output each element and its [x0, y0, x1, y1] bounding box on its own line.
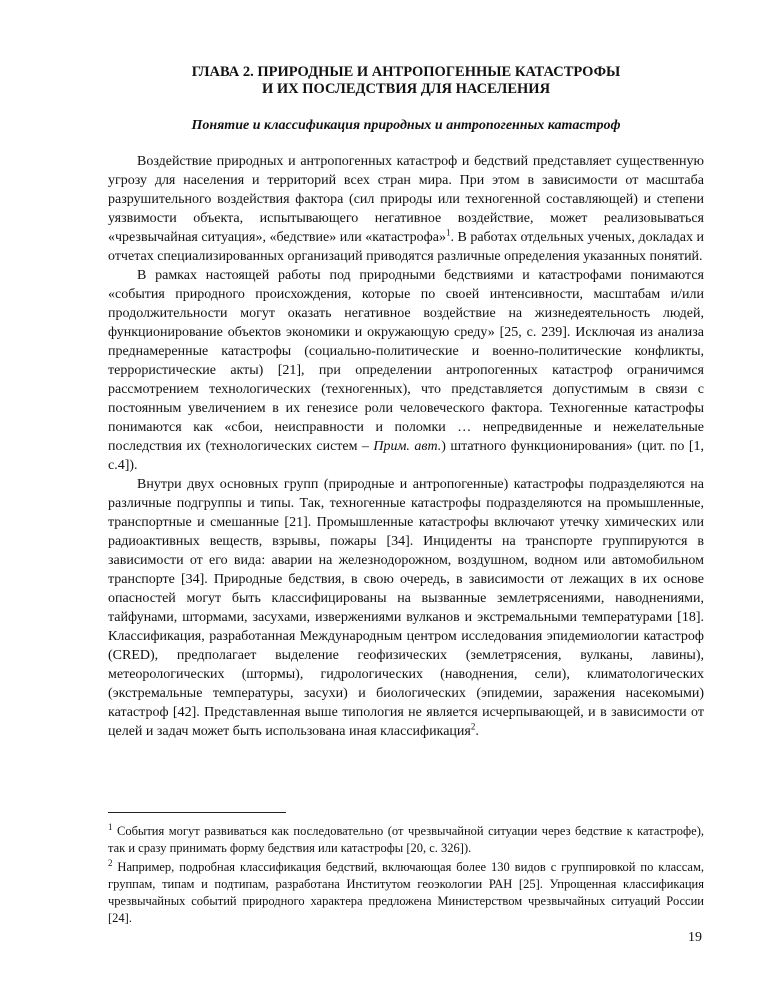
footnote-1-mark: 1	[108, 821, 113, 832]
paragraph-1-text-a: Воздействие природных и антропогенных катастроф и бедствий представляет существенную угрозу для населения и территорий всех стран мира. При этом в зависимости от масштаба разрушительного воздействия фактора (сил природы или техногенной составляющей) и степени уязвимости объекта, испытывающего негативное воздействие, может реализовываться «чрезвычайная ситуация», «бедствие» или «катастрофа»	[108, 154, 704, 245]
footnote-separator	[108, 812, 286, 813]
page-number: 19	[688, 930, 702, 945]
paragraph-2-text-b: ) штатного функционирования» (цит. по [1, с.4]).	[108, 439, 704, 473]
footnote-2-mark: 2	[108, 857, 113, 868]
paragraph-2	[108, 266, 704, 475]
footnote-2	[108, 859, 704, 927]
footnote-2-text: Например, подробная классификация бедствий, включающая более 130 видов с группировкой по классам, группам, типам и подтипам, разработана Институтом геоэкологии РАН [25]. Упрощенная классификация чрезвычайных событий природного характера предложена Министерством чрезвычайных ситуаций России [24].	[108, 860, 704, 925]
paragraph-3	[108, 475, 704, 741]
paragraph-2-emphasis: Прим. авт.	[373, 439, 442, 454]
footnote-1-text: События могут развиваться как последовательно (от чрезвычайной ситуации через бедствие к катастрофе), так и сразу принимать форму бедствия или катастрофы [20, с. 326]).	[108, 824, 704, 855]
paragraph-3-text-b: .	[475, 724, 479, 739]
paragraph-1	[108, 152, 704, 266]
paragraph-2-text-a: В рамках настоящей работы под природными бедствиями и катастрофами понимаются «события природного происхождения, которые по своей интенсивности, масштабам и/или продолжительности могут оказать негативное воздействие на жизнедеятельность людей, функционирование объектов экономики и окружающую среду» [25, с. 239]. Исключая из анализа преднамеренные катастрофы (социально-политические и военно-политические конфликты, террористические акты) [21], при определении антропогенных катастроф ограничимся рассмотрением технологических (техногенных), что представляется допустимым в связи с постоянным увеличением в их генезисе роли человеческого фактора. Техногенные катастрофы понимаются как «сбои, неисправности и поломки … непредвиденные и нежелательные последствия их (технологических систем –	[108, 268, 704, 454]
footnotes	[108, 823, 704, 929]
paragraph-1-text-b: . В работах отдельных ученых, докладах и отчетах специализированных организаций приводятся различные определения указанных понятий.	[108, 230, 704, 264]
page-content	[108, 64, 704, 741]
chapter-title-line1: ГЛАВА 2. ПРИРОДНЫЕ И АНТРОПОГЕННЫЕ КАТАСТРОФЫ	[191, 64, 621, 80]
section-title: Понятие и классификация природных и антропогенных катастроф	[191, 118, 621, 133]
footnote-ref-1[interactable]: 1	[445, 227, 451, 238]
chapter-title	[108, 64, 704, 98]
footnote-ref-2[interactable]: 2	[470, 721, 476, 732]
chapter-title-line2: И ИХ ПОСЛЕДСТВИЯ ДЛЯ НАСЕЛЕНИЯ	[261, 81, 551, 97]
footnote-1	[108, 823, 704, 857]
paragraph-3-text-a: Внутри двух основных групп (природные и антропогенные) катастрофы подразделяются на различные подгруппы и типы. Так, техногенные катастрофы подразделяются на промышленные, транспортные и смешанные [21]. Промышленные катастрофы включают утечку химических или радиоактивных веществ, взрывы, пожары [34]. Инциденты на транспорте группируются в зависимости от его вида: аварии на железнодорожном, воздушном, водном или автомобильном транспорте [34]. Природные бедствия, в свою очередь, в зависимости от лежащих в их основе опасностей могут быть классифицированы на вызванные землетрясениями, наводнениями, тайфунами, штормами, засухами, извержениями вулканов и экстремальными температурами [18]. Классификация, разработанная Международным центром исследования эпидемиологии катастроф (CRED), предполагает выделение геофизических (землетрясения, вулканы, лавины), метеорологических (штормы), гидрологических (наводнения, сели), климатологических (экстремальные температуры, засухи) и биологических (эпидемии, заражения насекомыми) катастроф [42]. Представленная выше типология не является исчерпывающей, и в зависимости от целей и задач может быть использована иная классификация	[108, 477, 704, 739]
